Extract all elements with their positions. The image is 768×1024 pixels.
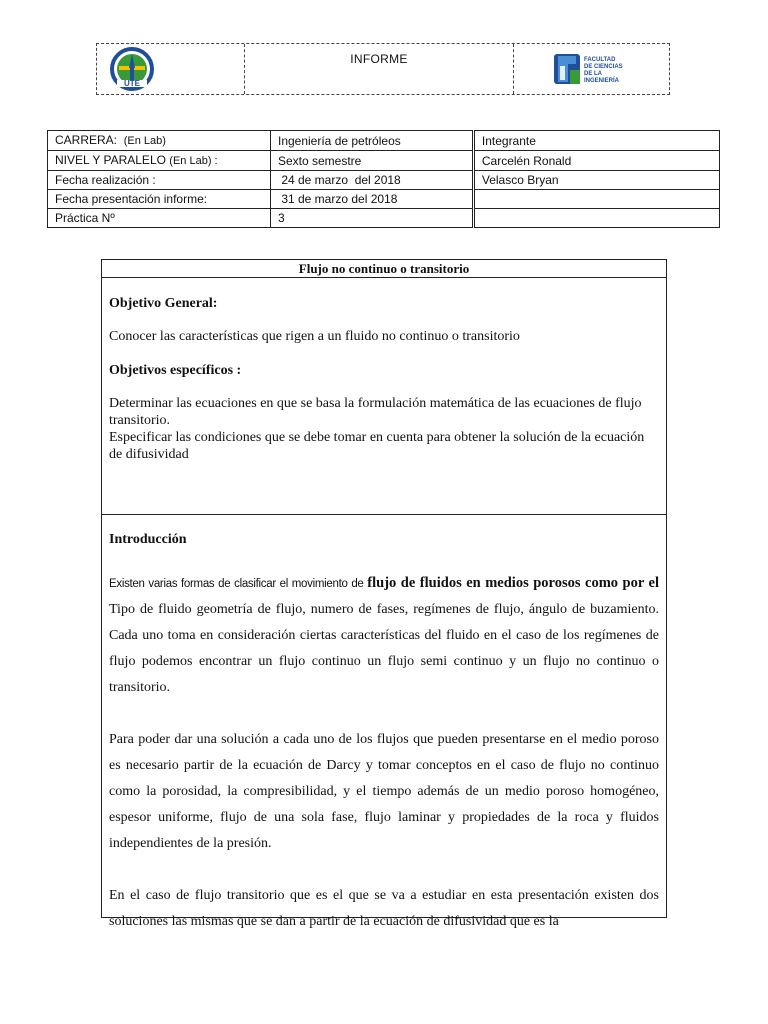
introduction-section [102, 532, 666, 935]
content-box [101, 259, 667, 929]
objetivo-general-text: Conocer las características que rigen a un fluido no continuo o transitorio [109, 329, 520, 344]
objetivo-especifico-1: Determinar las ecuaciones en que se basa la formulación matemática de las ecuaciones de flujo transitorio. [109, 396, 642, 428]
intro-paragraph-1 [109, 570, 659, 701]
header-left-cell [97, 44, 245, 94]
value-practica: 3 [270, 209, 473, 228]
facultad-line-2: DE CIENCIAS [584, 64, 623, 70]
facultad-logo [514, 44, 669, 94]
label-carrera: CARRERA: [55, 133, 118, 147]
info-label-cell [48, 131, 271, 151]
col3-cell: Carcelén Ronald [473, 151, 719, 171]
value-carrera: Ingeniería de petróleos [270, 131, 473, 151]
value-fecha-presentacion: 31 de marzo del 2018 [270, 190, 473, 209]
info-label-cell [48, 151, 271, 171]
label-note: (En Lab) : [169, 155, 218, 167]
col3-cell [473, 190, 719, 209]
header-right-cell [514, 44, 669, 94]
ute-logo-text: UTE [124, 79, 140, 88]
table-row [48, 209, 720, 228]
col3-cell: Integrante [473, 131, 719, 151]
label-practica: Práctica Nº [48, 209, 271, 228]
table-row [48, 151, 720, 171]
label-fecha-realizacion: Fecha realización : [48, 171, 271, 190]
report-title: INFORME [245, 44, 514, 94]
objetivos-especificos-heading: Objetivos específicos : [109, 363, 242, 378]
objectives-section [102, 296, 666, 515]
col3-cell [473, 209, 719, 228]
facultad-line-3: DE LA [584, 71, 602, 77]
facultad-line-1: FACULTAD [584, 57, 616, 63]
info-table [47, 130, 720, 228]
intro-heading: Introducción [109, 532, 187, 547]
intro-paragraph-3: En el caso de flujo transitorio que es el que se va a estudiar en esta presentación existen dos soluciones las mismas que se dan a partir de la ecuación de difusividad que es la [109, 888, 659, 929]
para1-bold: flujo de fluidos en medios porosos como por el [367, 575, 659, 591]
value-nivel: Sexto semestre [270, 151, 473, 171]
para1-rest: Tipo de fluido geometría de flujo, numero de fases, regímenes de flujo, ángulo de buzamiento. Cada uno toma en consideración ciertas características del fluido en el caso de los regímenes de flujo podemos encontrar un flujo continuo un flujo semi continuo y un flujo no continuo o transitorio. [109, 602, 659, 695]
ute-logo [97, 44, 245, 94]
label-nivel: NIVEL Y PARALELO [55, 153, 166, 167]
table-row [48, 131, 720, 151]
label-fecha-presentacion: Fecha presentación informe: [48, 190, 271, 209]
practice-title: Flujo no continuo o transitorio [102, 260, 666, 278]
facultad-line-4: INGENIERÍA [584, 78, 620, 84]
report-header [96, 43, 670, 95]
table-row [48, 190, 720, 209]
table-row [48, 171, 720, 190]
col3-cell: Velasco Bryan [473, 171, 719, 190]
value-fecha-realizacion: 24 de marzo del 2018 [270, 171, 473, 190]
para1-lead: Existen varias formas de clasificar el movimiento de [109, 578, 368, 590]
objetivo-especifico-2: Especificar las condiciones que se debe tomar en cuenta para obtener la solución de la ecuación de difusividad [109, 430, 645, 462]
label-note: (En Lab) [123, 135, 166, 147]
objetivo-general-heading: Objetivo General: [109, 296, 218, 311]
intro-paragraph-2: Para poder dar una solución a cada uno de los flujos que pueden presentarse en el medio poroso es necesario partir de la ecuación de Darcy y tomar conceptos en el caso de flujo no continuo como la porosidad, la compresibilidad, y el tiempo además de un medio poroso homogéneo, espesor uniforme, flujo de una sola fase, flujo laminar y propiedades de la roca y fluidos independientes de la presión. [109, 732, 659, 851]
